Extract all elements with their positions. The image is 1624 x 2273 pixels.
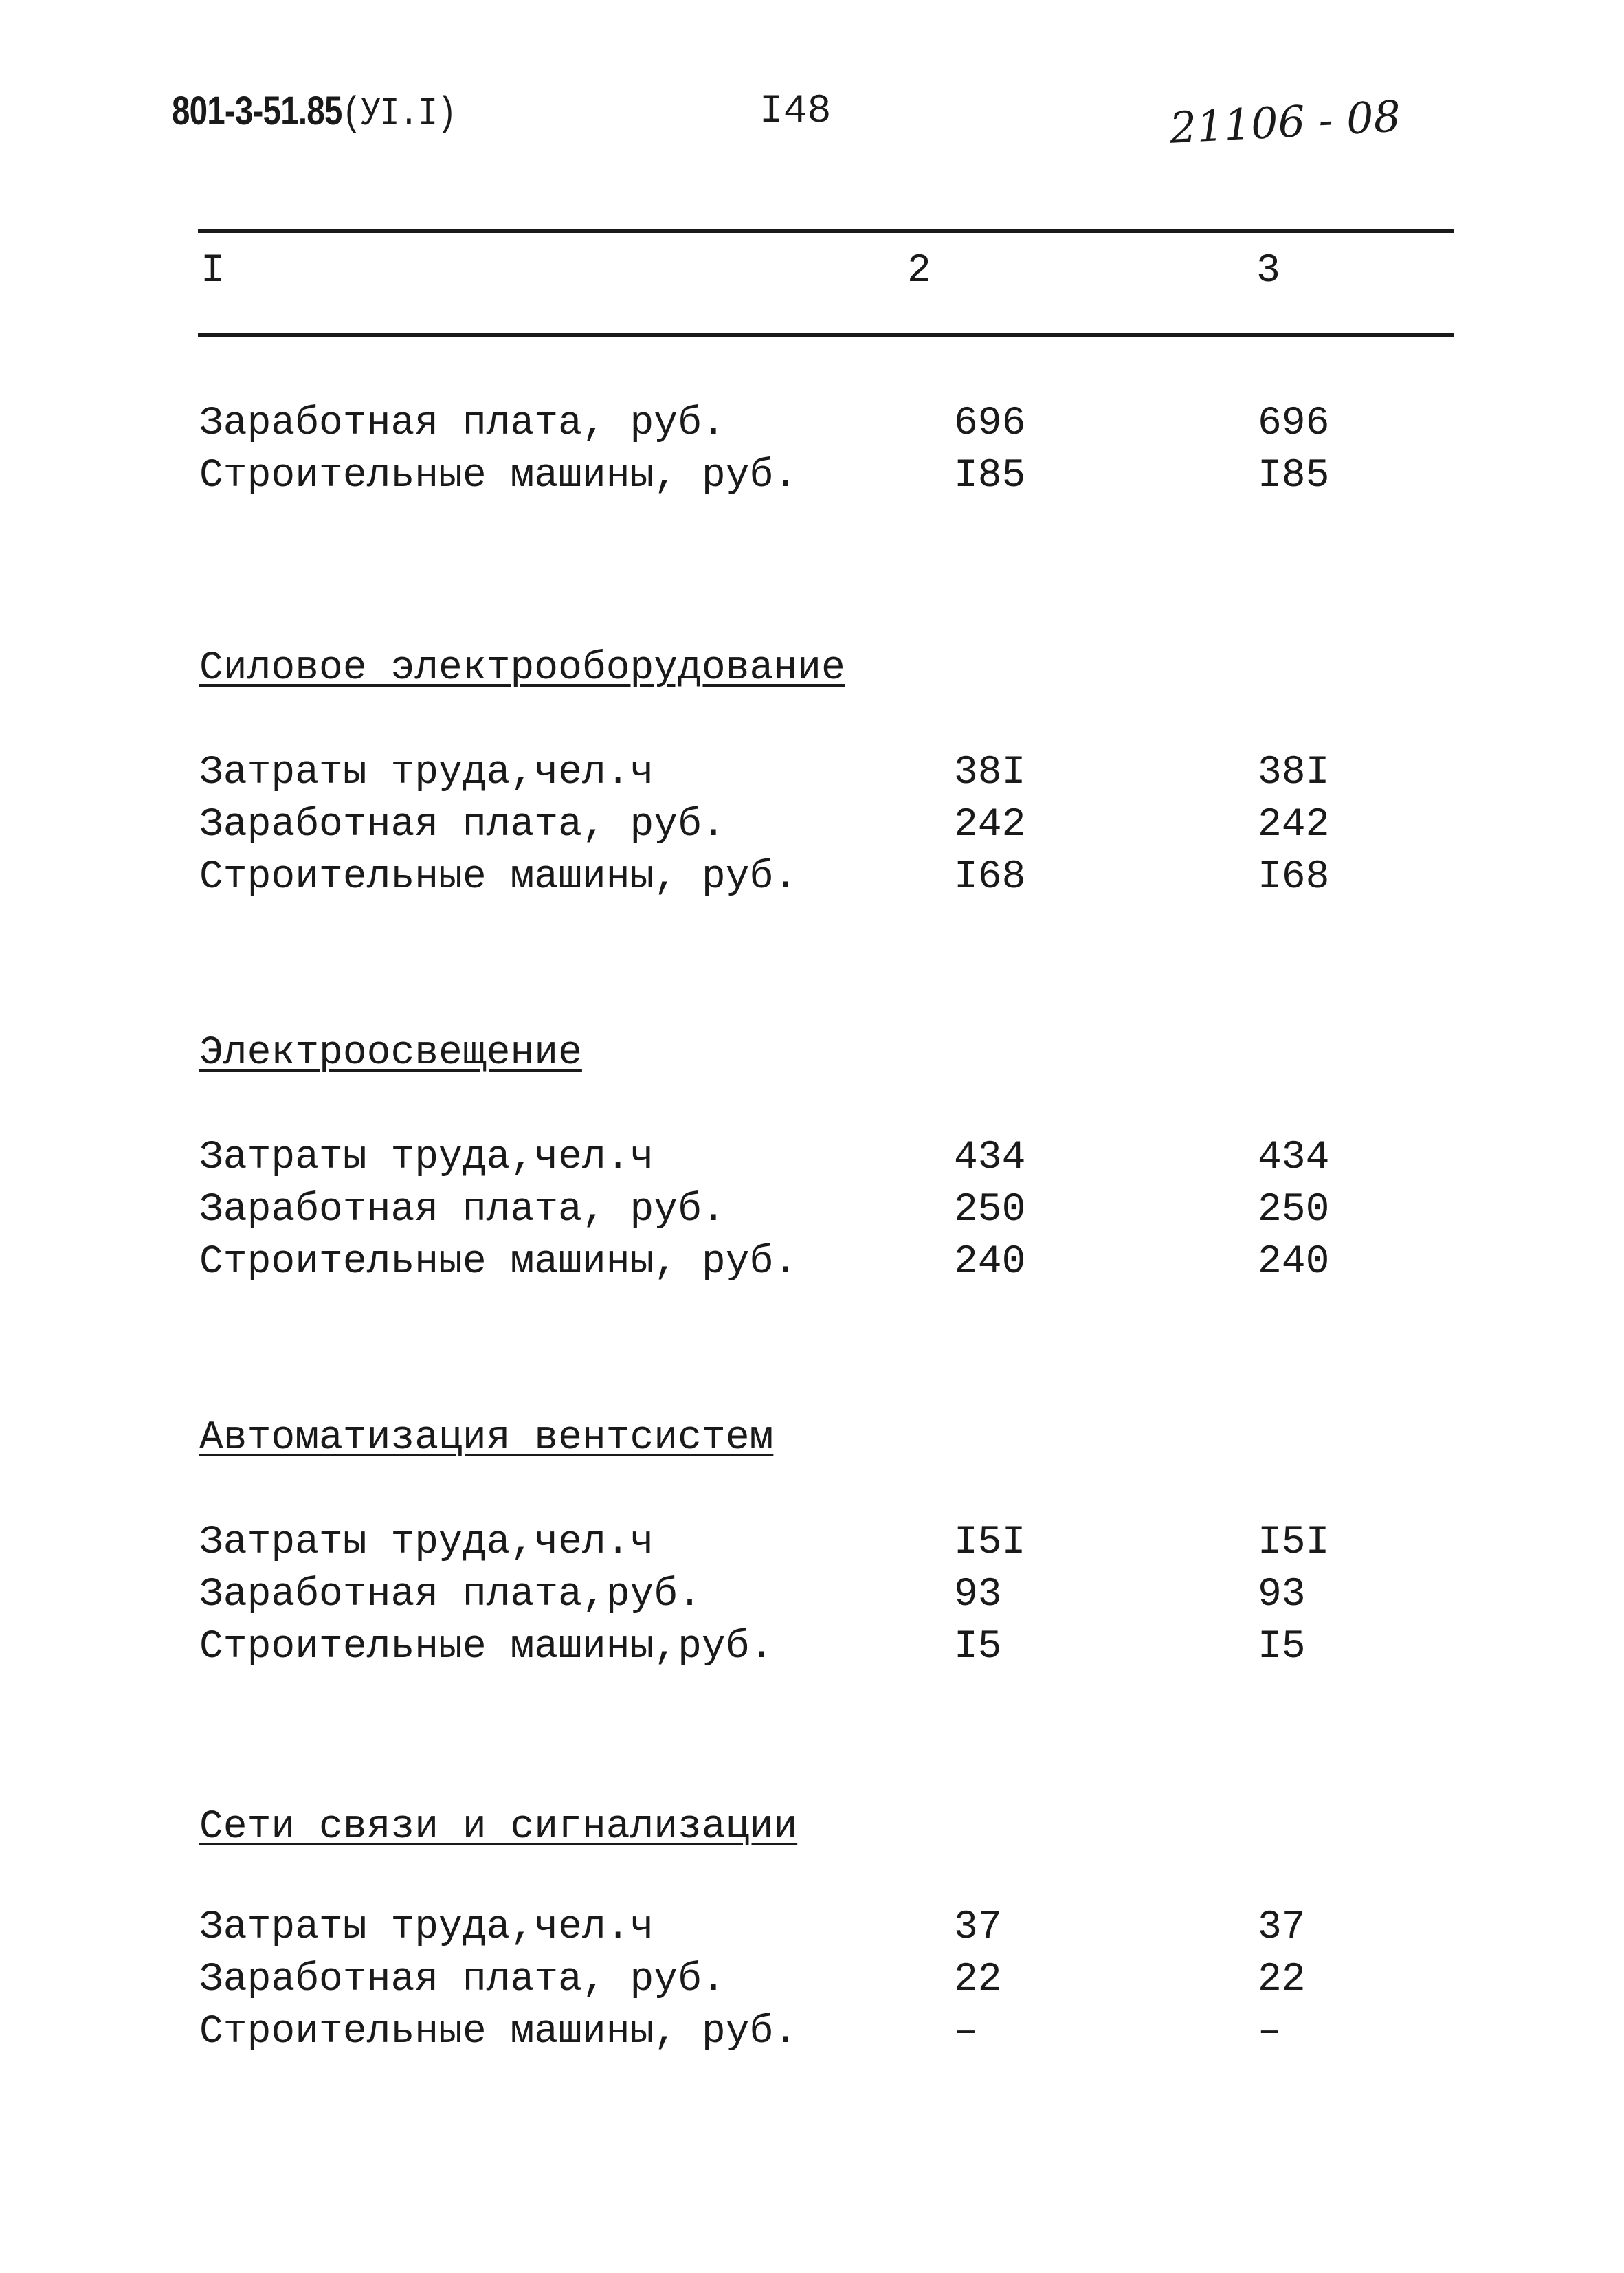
- table-row: [0, 1958, 1624, 2013]
- row-value-col2: 242: [954, 803, 1026, 847]
- handwritten-inventory-number: 21106 - 08: [1168, 91, 1402, 153]
- row-value-col3: I68: [1258, 855, 1330, 900]
- row-value-col3: 242: [1258, 803, 1330, 847]
- table-row: [0, 1520, 1624, 1575]
- row-value-col2: 38I: [954, 751, 1026, 795]
- row-label: Строительные машины, руб.: [199, 2010, 798, 2054]
- row-label: Затраты труда,чел.ч: [199, 1520, 654, 1565]
- row-label: Заработная плата, руб.: [199, 401, 726, 446]
- row-value-col2: 93: [954, 1573, 1002, 1617]
- table-row: [0, 1905, 1624, 1960]
- row-value-col2: I5: [954, 1625, 1002, 1670]
- section-title: Электроосвещение: [199, 1031, 582, 1076]
- row-label: Затраты труда,чел.ч: [199, 751, 654, 795]
- row-value-col2: 250: [954, 1188, 1026, 1232]
- page-number: I48: [759, 89, 832, 134]
- table-row: [0, 803, 1624, 858]
- row-value-col3: 696: [1258, 401, 1330, 446]
- row-value-col3: 250: [1258, 1188, 1330, 1232]
- row-label: Затраты труда,чел.ч: [199, 1905, 654, 1950]
- column-header-3: 3: [1256, 249, 1280, 293]
- row-value-col2: 240: [954, 1240, 1026, 1285]
- row-value-col3: 37: [1258, 1905, 1306, 1950]
- row-value-col3: I5: [1258, 1625, 1306, 1670]
- row-value-col2: I5I: [954, 1520, 1026, 1565]
- row-value-col3: I5I: [1258, 1520, 1330, 1565]
- table-row: [0, 454, 1624, 509]
- row-label: Заработная плата,руб.: [199, 1573, 702, 1617]
- row-label: Затраты труда,чел.ч: [199, 1135, 654, 1180]
- table-top-rule: [198, 229, 1454, 233]
- row-value-col2: 434: [954, 1135, 1026, 1180]
- table-header-rule: [198, 333, 1454, 337]
- column-header-1: I: [201, 249, 225, 293]
- column-header-2: 2: [907, 249, 931, 293]
- table-row: [0, 855, 1624, 910]
- row-label: Строительные машины,руб.: [199, 1625, 774, 1670]
- section-title: Автоматизация вентсистем: [199, 1416, 774, 1461]
- row-value-col2: I68: [954, 855, 1026, 900]
- row-value-col2: I85: [954, 454, 1026, 498]
- row-value-col3: 22: [1258, 1958, 1306, 2002]
- table-row: [0, 1135, 1624, 1190]
- section-title: Сети связи и сигнализации: [199, 1805, 798, 1850]
- document-code-suffix: (УI.I): [342, 92, 456, 137]
- row-label: Заработная плата, руб.: [199, 1958, 726, 2002]
- row-value-col3: –: [1258, 2010, 1282, 2054]
- section-title: Силовое электрооборудование: [199, 646, 845, 691]
- table-row: [0, 1188, 1624, 1243]
- table-row: [0, 401, 1624, 456]
- row-value-col2: 696: [954, 401, 1026, 446]
- table-row: [0, 1573, 1624, 1628]
- row-value-col3: 434: [1258, 1135, 1330, 1180]
- row-label: Заработная плата, руб.: [199, 1188, 726, 1232]
- table-row: [0, 2010, 1624, 2065]
- row-label: Строительные машины, руб.: [199, 855, 798, 900]
- row-value-col3: 93: [1258, 1573, 1306, 1617]
- table-row: [0, 1240, 1624, 1295]
- row-label: Строительные машины, руб.: [199, 1240, 798, 1285]
- document-code: [172, 88, 456, 137]
- row-value-col3: 38I: [1258, 751, 1330, 795]
- row-value-col2: 37: [954, 1905, 1002, 1950]
- document-code-number: 801-3-51.85: [172, 89, 342, 133]
- row-value-col2: –: [954, 2010, 978, 2054]
- table-row: [0, 751, 1624, 806]
- row-value-col3: 240: [1258, 1240, 1330, 1285]
- table-row: [0, 1625, 1624, 1680]
- row-value-col3: I85: [1258, 454, 1330, 498]
- row-label: Строительные машины, руб.: [199, 454, 798, 498]
- row-value-col2: 22: [954, 1958, 1002, 2002]
- row-label: Заработная плата, руб.: [199, 803, 726, 847]
